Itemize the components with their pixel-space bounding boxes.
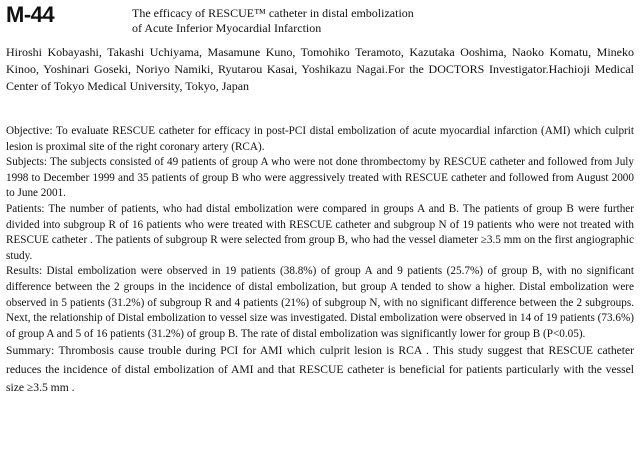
abstract-id: M-44 bbox=[6, 2, 55, 27]
subjects-paragraph: Subjects: The subjects consisted of 49 patients of group A who were not done thrombectomy by RESCUE catheter and followed from July 1998 to December 1999 and 35 patients of group B who were aggressively treated with RESCUE catheter and followed from August 2000 to June 2001. bbox=[6, 156, 634, 200]
objective-paragraph: Objective: To evaluate RESCUE catheter for efficacy in post-PCI distal embolization of acute myocardial infarction (AMI) which culprit lesion is proximal site of the right coronary artery (RCA). bbox=[6, 125, 634, 153]
title-line-1: The efficacy of RESCUE™ catheter in distal embolization bbox=[132, 6, 414, 20]
title-line-2: of Acute Inferior Myocardial Infarction bbox=[132, 21, 322, 35]
results-paragraph: Results: Distal embolization were observed in 19 patients (38.8%) of group A and 9 patients (25.7%) of group B, with no significant difference between the 2 groups in the incidence of distal embolization, but group A tended to show a higher. Distal embolization were observed in 5 patients (31.2%) of subgroup R and 4 patients (21%) of subgroup N, with no significant difference between the 2 subgroups. Next, the relationship of Distal embolization to vessel size was investigated. Distal embolization were observed in 14 of 19 patients (73.6%) of group A and 5 of 16 patients (31.2%) of group B. The rate of distal embolization was significantly lower for group B (P<0.05). bbox=[6, 265, 634, 340]
abstract-title bbox=[132, 6, 532, 36]
author-list: Hiroshi Kobayashi, Takashi Uchiyama, Masamune Kuno, Tomohiko Teramoto, Kazutaka Ooshima, Naoko Komatu, Mineko Kinoo, Yoshinari Goseki, Noriyo Namiki, Ryutarou Kasai, Yoshikazu Nagai.For the DOCTORS Investigator.Hachioji Medical Center of Tokyo Medical University, Tokyo, Japan bbox=[6, 45, 634, 93]
abstract-body bbox=[6, 124, 634, 398]
summary-paragraph: Summary: Thrombosis cause trouble during PCI for AMI which culprit lesion is RCA . This study suggest that RESCUE catheter reduces the incidence of distal embolization of AMI and that RESCUE catheter is beneficial for patients particularly with the vessel size ≥3.5 mm . bbox=[6, 344, 634, 395]
patients-paragraph: Patients: The number of patients, who had distal embolization were compared in groups A and B. The patients of group B were further divided into subgroup R of 16 patients who were treated with RESCUE catheter and subgroup N of 19 patients who were not treated with RESCUE catheter . The patients of subgroup R were selected from group B, who had the vessel diameter ≥3.5 mm on the first angiographic study. bbox=[6, 202, 634, 262]
